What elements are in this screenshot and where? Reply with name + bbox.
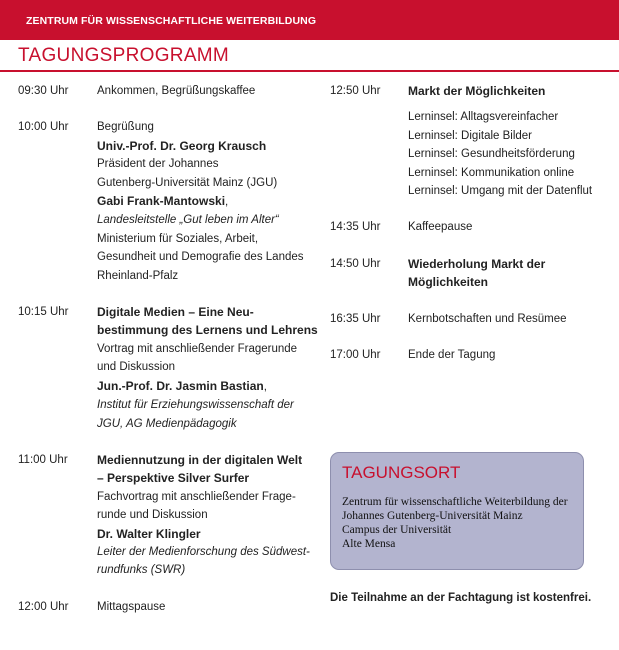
talk-title: Mediennutzung in der digitalen Welt xyxy=(97,452,303,467)
program-entry xyxy=(18,598,318,616)
entry-line: Mittagspause xyxy=(97,600,166,613)
title-divider xyxy=(0,70,619,72)
entry-body xyxy=(408,82,610,200)
venue-address-line: Zentrum für wissenschaftliche Weiterbildung der xyxy=(342,496,568,508)
entry-line: und Diskussion xyxy=(97,361,175,374)
speaker-affiliation: Institut für Erziehungswissenschaft der xyxy=(97,399,294,412)
entry-time: 09:30 Uhr xyxy=(18,85,69,97)
institution-name: ZENTRUM FÜR WISSENSCHAFTLICHE WEITERBILDUNG xyxy=(26,15,317,27)
talk-title: bestimmung des Lernens und Lehrens xyxy=(97,323,318,338)
venue-address-line: Johannes Gutenberg-Universität Mainz xyxy=(342,510,523,522)
venue-box xyxy=(330,452,584,570)
learning-island: Lerninsel: Alltagsvereinfacher xyxy=(408,111,559,124)
venue-address-line: Campus der Universität xyxy=(342,524,452,536)
entry-line: Ankommen, Begrüßungskaffee xyxy=(97,85,256,97)
entry-line: Begrüßung xyxy=(97,121,154,134)
program-entry xyxy=(18,303,318,433)
learning-island: Lerninsel: Umgang mit der Datenflut xyxy=(408,185,593,198)
entry-body xyxy=(408,310,610,328)
entry-body xyxy=(408,255,610,292)
talk-title: Digitale Medien – Eine Neu- xyxy=(97,305,254,320)
entry-body xyxy=(97,118,318,285)
header-bar xyxy=(0,0,619,40)
program-entry xyxy=(330,218,610,236)
entry-time: 16:35 Uhr xyxy=(330,312,381,325)
program-entry xyxy=(330,82,610,200)
speaker-affiliation: rundfunks (SWR) xyxy=(97,564,186,577)
program-entry xyxy=(18,118,318,285)
program-entry xyxy=(330,310,610,328)
session-title: Möglichkeiten xyxy=(408,275,489,290)
entry-line: Gesundheit und Demografie des Landes xyxy=(97,251,304,264)
speaker-affiliation: Leiter der Medienforschung des Südwest- xyxy=(97,545,310,558)
program-entry xyxy=(330,255,610,292)
session-title: Wiederholung Markt der xyxy=(408,256,546,271)
entry-line: Ministerium für Soziales, Arbeit, xyxy=(97,232,259,245)
entry-body xyxy=(97,82,318,100)
entry-line: Kernbotschaften und Resümee xyxy=(408,312,567,325)
entry-line: Präsident der Johannes xyxy=(97,158,219,171)
page-title: TAGUNGSPROGRAMM xyxy=(18,45,230,66)
entry-time: 17:00 Uhr xyxy=(330,349,381,362)
learning-island: Lerninsel: Digitale Bilder xyxy=(408,129,533,142)
venue-address-line: Alte Mensa xyxy=(342,538,396,550)
learning-island: Lerninsel: Kommunikation online xyxy=(408,166,575,179)
talk-title: – Perspektive Silver Surfer xyxy=(97,471,250,486)
entry-line: Ende der Tagung xyxy=(408,349,496,362)
entry-line: runde und Diskussion xyxy=(97,509,208,522)
speaker-name: Jun.-Prof. Dr. Jasmin Bastian xyxy=(97,378,264,393)
entry-time: 10:00 Uhr xyxy=(18,121,69,134)
entry-body xyxy=(408,346,610,364)
program-entry xyxy=(330,346,610,364)
session-title: Markt der Möglichkeiten xyxy=(408,84,546,98)
entry-body xyxy=(97,451,318,580)
venue-title: TAGUNGSORT xyxy=(342,463,461,482)
entry-body xyxy=(97,303,318,433)
speaker-affiliation: JGU, AG Medienpädagogik xyxy=(97,417,237,430)
entry-time: 12:50 Uhr xyxy=(330,85,381,97)
entry-line: Vortrag mit anschließender Fragerunde xyxy=(97,342,298,355)
entry-line: Fachvortrag mit anschließender Frage- xyxy=(97,490,296,503)
participation-note: Die Teilnahme an der Fachtagung ist kostenfrei. xyxy=(330,592,592,604)
entry-time: 10:15 Uhr xyxy=(18,306,69,319)
entry-time: 12:00 Uhr xyxy=(18,600,69,613)
entry-time: 14:50 Uhr xyxy=(330,257,381,270)
speaker-name: Gabi Frank-Mantowski xyxy=(97,194,226,209)
program-entry xyxy=(18,82,318,100)
speaker-name: Dr. Walter Klingler xyxy=(97,526,201,541)
entry-body xyxy=(408,218,610,236)
program-entry xyxy=(18,451,318,580)
entry-line: Rheinland-Pfalz xyxy=(97,269,179,282)
entry-line: Gutenberg-Universität Mainz (JGU) xyxy=(97,176,278,189)
entry-body xyxy=(97,598,318,616)
name-suffix: , xyxy=(263,380,267,393)
program-left-column xyxy=(18,82,318,616)
entry-line: Kaffeepause xyxy=(408,221,473,234)
learning-island: Lerninsel: Gesundheitsförderung xyxy=(408,148,575,161)
speaker-affiliation: Landesleitstelle „Gut leben im Alter“ xyxy=(97,214,279,227)
program-right-column xyxy=(330,82,610,364)
speaker-name: Univ.-Prof. Dr. Georg Krausch xyxy=(97,138,267,153)
name-suffix: , xyxy=(225,196,229,209)
entry-time: 14:35 Uhr xyxy=(330,221,381,234)
entry-time: 11:00 Uhr xyxy=(18,453,68,466)
